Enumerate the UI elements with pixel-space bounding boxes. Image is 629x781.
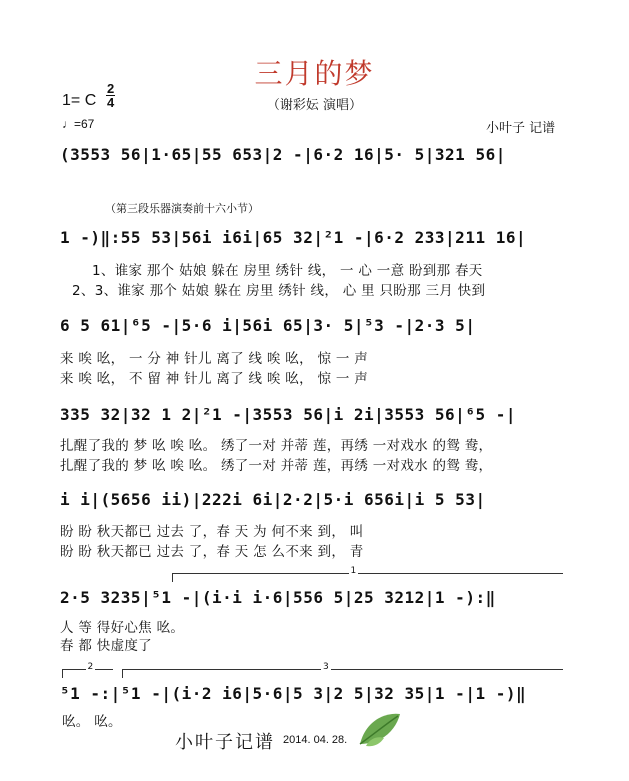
volta-bracket-2 bbox=[62, 662, 113, 678]
lyric-v2-line-5: 盼 盼 秋天都已 过去 了，春 天 怎 么不来 到， 青 bbox=[60, 544, 364, 560]
time-signature-top: 2 bbox=[107, 81, 115, 96]
volta-bracket-1 bbox=[172, 566, 563, 582]
singer-subtitle: （谢彩妘 演唱） bbox=[266, 98, 363, 113]
lyric-v1-line-5: 盼 盼 秋天都已 过去 了，春 天 为 何不来 到， 叫 bbox=[60, 524, 364, 540]
music-line-1: (3553 56|1·65|55 653|2 -|6·2 16|5· 5|321 56| bbox=[60, 145, 506, 164]
time-signature bbox=[106, 82, 115, 109]
instrumental-note: （第三段乐器演奏前十六小节） bbox=[105, 202, 259, 215]
quarter-note-icon: ♩ bbox=[62, 117, 74, 131]
music-line-2: 1 -)‖:55 53|56i i6i|65 32|²1 -|6·2 233|211 16| bbox=[60, 228, 527, 247]
volta-bracket-3 bbox=[122, 662, 563, 678]
key-signature: 1= C bbox=[62, 92, 97, 109]
music-line-6: 2·5 3235|⁵1 -|(i·i i·6|556 5|25 3212|1 -):‖ bbox=[60, 588, 496, 607]
notation-date: 2014. 04. 28. bbox=[283, 734, 348, 746]
notator-signature: 小叶子记谱 bbox=[175, 732, 275, 753]
song-title: 三月的梦 bbox=[254, 57, 375, 90]
lyric-v1-line-7: 吆。 吆。 bbox=[62, 714, 122, 730]
time-signature-bottom: 4 bbox=[107, 95, 115, 110]
lyric-v2-line-6: 春 都 快虚度了 bbox=[60, 638, 152, 654]
lyric-v2-line-3: 来 唉 吆， 不 留 神 针儿 离了 线 唉 吆， 惊 一 声 bbox=[60, 371, 369, 387]
lyric-v2-line-4: 扎醒了我的 梦 吆 唉 吆。 绣了一对 并蒂 莲，再绣 一对戏水 的鸳 鸯， bbox=[60, 458, 493, 474]
tempo-value: =67 bbox=[74, 117, 95, 131]
lyric-v2-line-2: 2、3、谁家 那个 姑娘 躲在 房里 绣针 线， 心 里 只盼那 三月 快到 bbox=[72, 283, 486, 299]
notator-credit: 小叶子 记谱 bbox=[486, 121, 556, 136]
tempo-marking bbox=[62, 117, 94, 131]
leaf-icon bbox=[356, 710, 404, 748]
lyric-v1-line-4: 扎醒了我的 梦 吆 唉 吆。 绣了一对 并蒂 莲，再绣 一对戏水 的鸳 鸯， bbox=[60, 438, 493, 454]
music-line-3: 6 5 61|⁶5 -|5·6 i|56i 65|3· 5|⁵3 -|2·3 5| bbox=[60, 316, 476, 335]
music-line-7: ⁵1 -:|⁵1 -|(i·2 i6|5·6|5 3|2 5|32 35|1 -|1 -)‖ bbox=[60, 684, 527, 703]
music-line-4: 335 32|32 1 2|²1 -|3553 56|i 2i|3553 56|⁶5 -| bbox=[60, 405, 516, 424]
lyric-v1-line-3: 来 唉 吆， 一 分 神 针儿 离了 线 唉 吆， 惊 一 声 bbox=[60, 351, 369, 367]
music-line-5: i i|(5656 ii)|222i 6i|2·2|5·i 656i|i 5 53| bbox=[60, 490, 486, 509]
volta-number-2: 2 bbox=[87, 662, 94, 672]
volta-number-1: 1 bbox=[350, 566, 357, 576]
lyric-v1-line-2: 1、谁家 那个 姑娘 躲在 房里 绣针 线， 一 心 一意 盼到那 春天 bbox=[92, 263, 483, 279]
volta-number-3: 3 bbox=[323, 662, 329, 672]
lyric-v1-line-6: 人 等 得好心焦 吆。 bbox=[60, 620, 185, 636]
